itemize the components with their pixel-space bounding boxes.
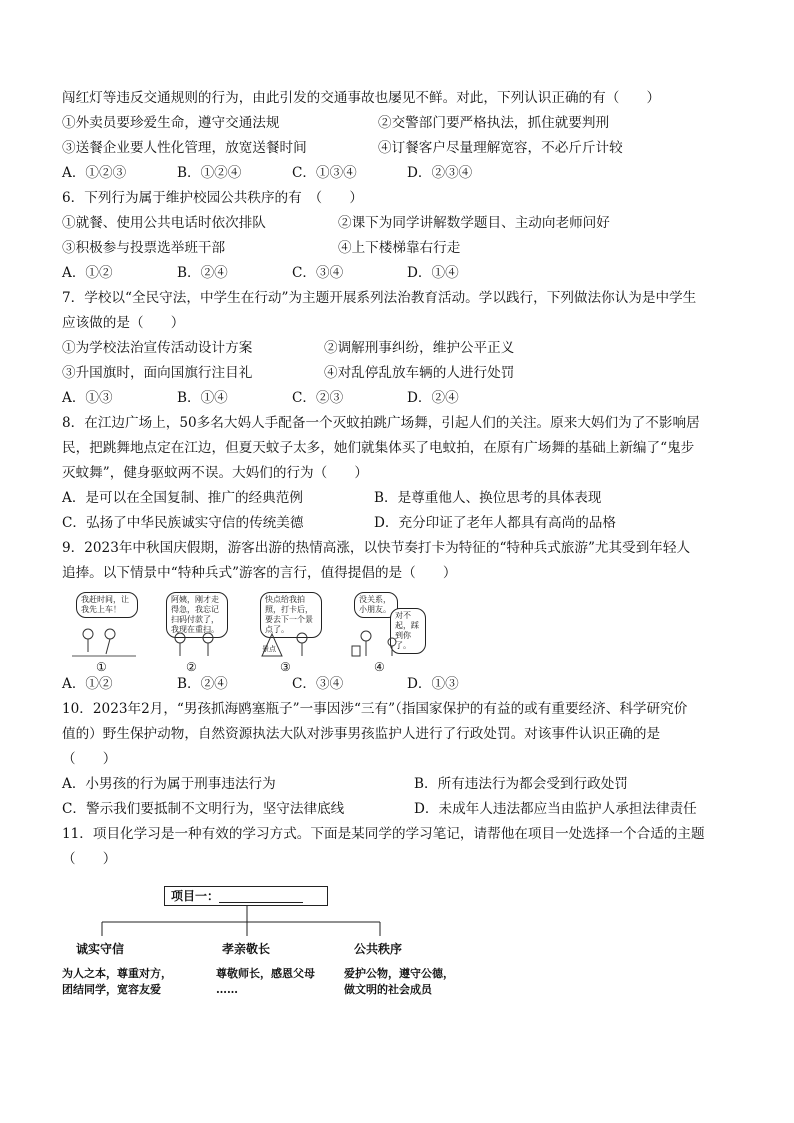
q7-option-c[interactable]: C．②③ xyxy=(292,390,344,406)
branch-label-public-order: 公共秩序 xyxy=(354,942,403,956)
q8-option-a[interactable]: A．是可以在全国复制、推广的经典范例 xyxy=(62,490,303,506)
q11-mind-map xyxy=(62,878,742,1000)
q10-stem-line-3: （ ） xyxy=(62,751,117,767)
q9-option-b[interactable]: B．②④ xyxy=(177,676,228,692)
q6-item-1: ①就餐、使用公共电话时依次排队 xyxy=(62,215,266,231)
desc-line: 爱护公物，遵守公德， xyxy=(344,967,454,980)
q5-stem: 闯红灯等违反交通规则的行为，由此引发的交通事故也屡见不鲜。对此，下列认识正确的有（ ） xyxy=(62,90,661,106)
q10-option-c[interactable]: C．警示我们要抵制不文明行为，坚守法律底线 xyxy=(62,801,345,817)
panel-number: ② xyxy=(186,660,197,674)
q5-option-a[interactable]: A．①②③ xyxy=(62,165,127,181)
q7-items-row-2 xyxy=(62,361,742,386)
panel-number: ④ xyxy=(374,660,385,674)
q7-options xyxy=(62,386,742,411)
q8-option-d[interactable]: D．充分印证了老年人都具有高尚的品格 xyxy=(374,515,616,531)
shop-payment-illustration xyxy=(156,590,230,660)
q6-stem: 6．下列行为属于维护校园公共秩序的有 （ ） xyxy=(62,190,363,206)
q6-item-3: ③积极参与投票选举班干部 xyxy=(62,240,226,256)
speech-bubble: 快点给我拍照，打卡后，要去下一个景点了。 xyxy=(260,592,322,638)
q6-option-d[interactable]: D．①④ xyxy=(407,265,459,281)
q5-options xyxy=(62,161,742,186)
q7-item-4: ④对乱停乱放车辆的人进行处罚 xyxy=(324,365,515,381)
exam-page xyxy=(62,86,742,1000)
bus-crowd-illustration xyxy=(66,590,140,660)
q7-option-d[interactable]: D．②④ xyxy=(407,390,459,406)
q6-item-2: ②课下为同学讲解数学题目、主动向老师问好 xyxy=(338,215,610,231)
q6-item-4: ④上下楼梯靠右行走 xyxy=(338,240,461,256)
q9-options xyxy=(62,672,742,697)
q5-option-d[interactable]: D．②③④ xyxy=(407,165,473,181)
q9-panel-1 xyxy=(66,590,140,672)
answer-blank[interactable] xyxy=(219,890,303,903)
desc-line: 做文明的社会成员 xyxy=(344,983,432,996)
branch-label-filial: 孝亲敬长 xyxy=(222,942,271,956)
q10-stem-line-1: 10．2023年2月，“男孩抓海鸥塞瓶子”一事因涉“三有”（指国家保护的有益的或有重要经济、科学研究价 xyxy=(62,701,688,717)
q9-option-a[interactable]: A．①② xyxy=(62,676,113,692)
q7-option-b[interactable]: B．①④ xyxy=(177,390,228,406)
branch-desc-filial xyxy=(216,966,315,998)
q7-option-a[interactable]: A．①③ xyxy=(62,390,113,406)
q8-option-c[interactable]: C．弘扬了中华民族诚实守信的传统美德 xyxy=(62,515,304,531)
q6-options xyxy=(62,261,742,286)
q6-option-c[interactable]: C．③④ xyxy=(292,265,344,281)
q5-items-row-1 xyxy=(62,111,742,136)
q5-items-row-2 xyxy=(62,136,742,161)
scenic-sign: 景点 xyxy=(262,645,276,653)
q6-option-a[interactable]: A．①② xyxy=(62,265,113,281)
q10-options-row-2 xyxy=(62,797,742,822)
q9-panel-2 xyxy=(156,590,230,672)
q10-options-row-1 xyxy=(62,772,742,797)
q8-stem-line-3: 灭蚊舞”，健身驱蚊两不误。大妈们的行为（ ） xyxy=(62,465,369,481)
project-one-box[interactable] xyxy=(164,886,328,906)
q9-panel-3 xyxy=(250,590,324,672)
q8-stem-line-2: 民，把跳舞地点定在江边，但夏天蚊子太多，她们就集体买了电蚊拍，在原有广场舞的基础上新编了“鬼步 xyxy=(62,440,695,456)
branch-desc-public-order xyxy=(344,966,454,998)
q8-options-row-2 xyxy=(62,511,742,536)
q9-panel-4 xyxy=(344,590,418,672)
q10-option-d[interactable]: D．未成年人违法都应当由监护人承担法律责任 xyxy=(414,801,697,817)
q5-option-b[interactable]: B．①②④ xyxy=(177,165,242,181)
q9-option-c[interactable]: C．③④ xyxy=(292,676,344,692)
q5-item-3: ③送餐企业要人性化管理，放宽送餐时间 xyxy=(62,140,307,156)
q9-option-d[interactable]: D．①③ xyxy=(407,676,459,692)
q10-stem-line-2: 值的）野生保护动物，自然资源执法大队对涉事男孩监护人进行了行政处罚。对该事件认识正确的是 xyxy=(62,726,661,742)
q7-item-1: ①为学校法治宣传活动设计方案 xyxy=(62,340,253,356)
speech-bubble: 阿姨，刚才走得急，我忘记扫码付款了，我现在重扫。 xyxy=(166,592,228,638)
q8-option-b[interactable]: B．是尊重他人、换位思考的具体表现 xyxy=(374,490,602,506)
q6-option-b[interactable]: B．②④ xyxy=(177,265,228,281)
q10-option-a[interactable]: A．小男孩的行为属于刑事违法行为 xyxy=(62,776,276,792)
desc-line: 尊敬师长，感恩父母 xyxy=(216,967,315,980)
q11-stem-line-1: 11．项目化学习是一种有效的学习方式。下面是某同学的学习笔记，请帮他在项目一处选择一个合适的主题 xyxy=(62,826,705,842)
q6-items-row-2 xyxy=(62,236,742,261)
q11-stem-line-2: （ ） xyxy=(62,851,117,867)
q7-stem-line-2: 应该做的是（ ） xyxy=(62,315,185,331)
q10-option-b[interactable]: B．所有违法行为都会受到行政处罚 xyxy=(414,776,628,792)
panel-number: ① xyxy=(96,660,107,674)
luggage-illustration xyxy=(344,590,418,660)
q9-comic-strip xyxy=(62,590,742,672)
q9-stem-line-2: 追捧。以下情景中“特种兵式”游客的言行，值得提倡的是（ ） xyxy=(62,565,457,581)
q6-items-row-1 xyxy=(62,211,742,236)
q5-item-4: ④订餐客户尽量理解宽容，不必斤斤计较 xyxy=(378,140,623,156)
q7-items-row-1 xyxy=(62,336,742,361)
q5-option-c[interactable]: C．①③④ xyxy=(292,165,357,181)
q8-options-row-1 xyxy=(62,486,742,511)
branch-label-honesty: 诚实守信 xyxy=(76,942,125,956)
speech-bubble: 我赶时间，让我先上车！ xyxy=(76,592,138,618)
panel-number: ③ xyxy=(280,660,291,674)
speech-bubble-reply: 对不起，踩到你了。 xyxy=(390,608,426,654)
q7-item-3: ③升国旗时，面向国旗行注目礼 xyxy=(62,365,253,381)
desc-line: …… xyxy=(216,983,238,996)
q5-item-2: ②交警部门要严格执法，抓住就要判刑 xyxy=(378,115,610,131)
q7-stem-line-1: 7．学校以“全民守法，中学生在行动”为主题开展系列法治教育活动。学以践行，下列做法你认为是中学生 xyxy=(62,290,697,306)
speech-bubble: 没关系，小朋友。 xyxy=(354,592,398,618)
desc-line: 团结同学，宽容友爱 xyxy=(62,983,161,996)
q8-stem-line-1: 8．在江边广场上，50多名大妈人手配备一个灭蚊拍跳广场舞，引起人们的关注。原来大妈们为了不影响居 xyxy=(62,415,700,431)
branch-desc-honesty xyxy=(62,966,172,998)
project-one-label: 项目一： xyxy=(171,889,220,903)
q5-item-1: ①外卖员要珍爱生命，遵守交通法规 xyxy=(62,115,280,131)
desc-line: 为人之本，尊重对方， xyxy=(62,967,172,980)
q7-item-2: ②调解刑事纠纷，维护公平正义 xyxy=(324,340,515,356)
q9-stem-line-1: 9．2023年中秋国庆假期，游客出游的热情高涨，以快节奏打卡为特征的“特种兵式旅游”尤其受到年轻人 xyxy=(62,540,691,556)
